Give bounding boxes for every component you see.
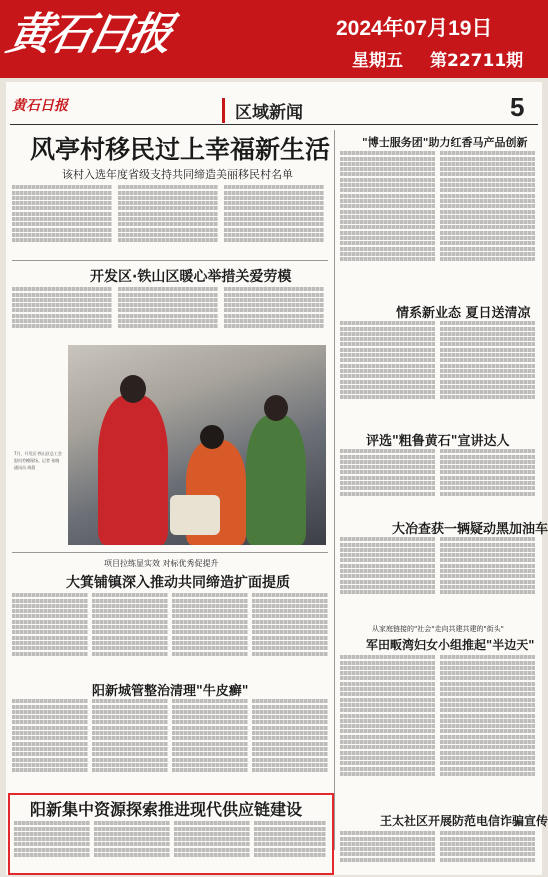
article-body [254, 820, 326, 868]
weekday: 星期五 [352, 51, 403, 71]
article-body [172, 698, 248, 790]
issue-number: 第22711期 [430, 51, 524, 71]
article-headline: 评选"粗鲁黄石"宣讲达人 [366, 434, 510, 449]
article-body [224, 286, 324, 341]
news-photo [68, 345, 326, 545]
article-body [340, 654, 435, 804]
divider [12, 552, 328, 553]
article-body [340, 320, 435, 420]
article-body [340, 150, 435, 290]
article-headline: 开发区·铁山区暖心举措关爱劳模 [90, 269, 292, 285]
page-logo: 黄石日报 [12, 98, 68, 114]
article-body [440, 150, 535, 290]
article-body [12, 698, 88, 790]
article-headline: 王太社区开展防范电信诈骗宣传 [380, 814, 548, 828]
article-body [440, 448, 535, 510]
article-body [12, 286, 112, 341]
article-body [440, 830, 535, 870]
lead-body-col-2 [118, 184, 218, 256]
article-headline: 情系新业态 夏日送清凉 [396, 306, 531, 321]
page-number: 5 [510, 92, 525, 122]
divider [12, 260, 328, 261]
article-body [14, 820, 90, 868]
lead-subheadline: 该村入选年度省级支持共同缔造美丽移民村名单 [62, 168, 293, 181]
article-body [174, 820, 250, 868]
section-title: 区域新闻 [222, 98, 303, 123]
article-kicker: 从家庭链接的"社会"走向共建共建的"街头" [372, 625, 504, 633]
article-body [118, 286, 218, 341]
article-headline: "博士服务团"助力红香马产品创新 [362, 136, 528, 149]
lead-body-col-1 [12, 184, 112, 256]
article-body [92, 592, 168, 672]
article-body [340, 830, 435, 870]
photo-caption: 7月，开发区·铁山区总工会慰问劳模现场。记者 张晓 通讯员 胡晨 [14, 451, 62, 470]
issue-date: 2024年07月19日 [336, 17, 493, 40]
article-body [172, 592, 248, 672]
article-body [440, 320, 535, 420]
article-body [94, 820, 170, 868]
article-headline: 大冶查获一辆疑动黑加油车 [392, 522, 548, 537]
header-rule [10, 124, 538, 125]
article-kicker: 项目拉练显实效 对标优秀促提升 [104, 559, 219, 568]
article-body [252, 592, 328, 672]
article-headline: 大箕铺镇深入推动共同缔造扩面提质 [66, 575, 290, 591]
article-headline: 阳新城管整治清理"牛皮癣" [92, 684, 249, 699]
article-body [12, 592, 88, 672]
article-body [252, 698, 328, 790]
lead-body-col-3 [224, 184, 324, 256]
newspaper-logo: 黄石日报 [2, 9, 174, 60]
column-divider [334, 130, 335, 850]
lead-headline: 风亭村移民过上幸福新生活 [30, 135, 331, 164]
article-body [92, 698, 168, 790]
article-body [440, 536, 535, 614]
article-body [340, 536, 435, 614]
article-body [340, 448, 435, 510]
article-body [440, 654, 535, 804]
article-headline: 军田畈湾妇女小组推起"半边天" [366, 638, 535, 652]
highlighted-article-headline: 阳新集中资源探索推进现代供应链建设 [30, 800, 303, 819]
